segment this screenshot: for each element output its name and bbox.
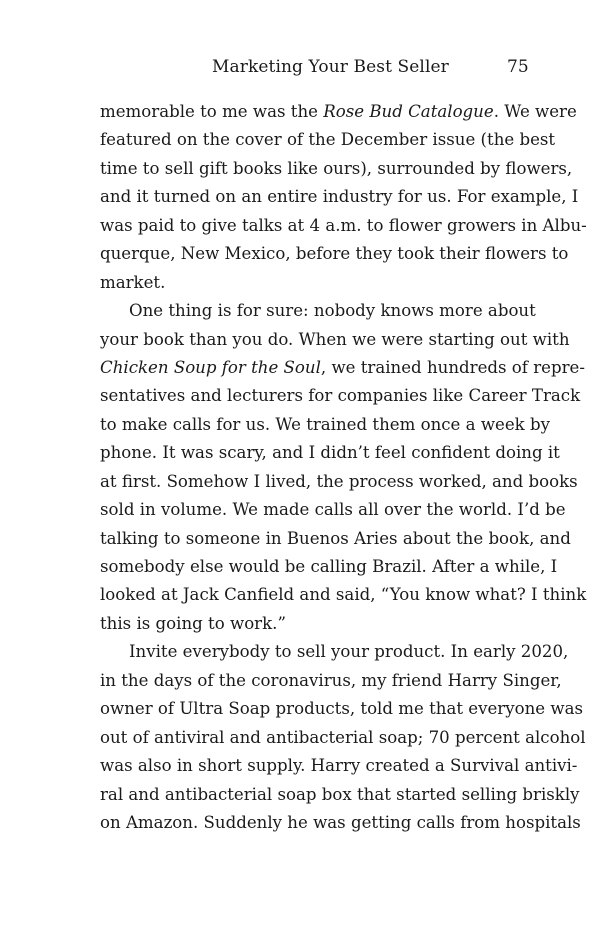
text-line (100, 183, 579, 211)
text-line (100, 496, 566, 524)
text-line (100, 809, 581, 837)
running-header-title: Marketing Your Best Seller (212, 57, 449, 77)
text-line (100, 155, 573, 183)
text-line (100, 752, 578, 780)
page-number: 75 (507, 57, 529, 77)
text-line (100, 98, 577, 126)
text-line (100, 382, 581, 410)
text-line (100, 269, 529, 297)
text-line (100, 667, 562, 695)
text-line-content: market. (100, 272, 166, 292)
body-text (100, 98, 587, 837)
text-line (100, 297, 536, 325)
text-line (100, 411, 550, 439)
text-line-content: was paid to give talks at 4 a.m. to flower growers in Albu- (100, 215, 587, 235)
text-line (100, 724, 586, 752)
text-line-content: somebody else would be calling Brazil. After a while, I (100, 557, 558, 576)
text-line (100, 354, 585, 382)
text-line (100, 610, 529, 638)
text-line (100, 695, 583, 723)
text-line-content: and it turned on an entire industry for us. For example, I (100, 187, 579, 207)
text-line (100, 240, 569, 268)
text-line (100, 326, 570, 354)
text-fragment: . We were (493, 102, 577, 121)
italic-title-text: Chicken Soup for the Soul (100, 357, 321, 377)
text-line-content: in the days of the coronavirus, my friend Harry Singer, (100, 670, 562, 690)
text-line-content: One thing is for sure: nobody knows more about (129, 301, 536, 321)
text-fragment: memorable to me was the (100, 102, 324, 121)
text-line-content: looked at Jack Canfield and said, “You know what? I think (100, 585, 587, 605)
text-line-content: was also in short supply. Harry created a Survival antivi- (100, 756, 578, 776)
text-line-content: time to sell gift books like ours), surrounded by flowers, (100, 158, 573, 178)
text-line-content: ral and antibacterial soap box that started selling briskly (100, 784, 580, 804)
text-line (100, 212, 587, 240)
text-line-content (100, 354, 585, 382)
text-line-content: phone. It was scary, and I didn’t feel confident doing it (100, 443, 560, 463)
text-line-content: talking to someone in Buenos Aries about the book, and (100, 528, 571, 548)
text-line (100, 638, 569, 666)
text-line (100, 581, 587, 609)
text-line-content (100, 98, 577, 126)
text-line-content: sentatives and lecturers for companies like Career Track (100, 386, 581, 406)
text-fragment: , we trained hundreds of repre- (320, 357, 585, 377)
text-line (100, 781, 580, 809)
text-line (100, 126, 556, 154)
text-line-content: on Amazon. Suddenly he was getting calls from hospitals (100, 812, 581, 832)
text-line (100, 468, 578, 496)
text-line-content: out of antiviral and antibacterial soap; 70 percent alcohol (100, 727, 586, 747)
text-line (100, 553, 558, 581)
text-line-content: sold in volume. We made calls all over the world. I’d be (100, 500, 566, 520)
text-line-content: owner of Ultra Soap products, told me that everyone was (100, 699, 583, 719)
text-line-content: this is going to work.” (100, 613, 286, 633)
text-line-content: your book than you do. When we were starting out with (100, 329, 570, 349)
text-line-content: querque, New Mexico, before they took their flowers to (100, 244, 569, 264)
text-line (100, 439, 560, 467)
text-line-content: at first. Somehow I lived, the process worked, and books (100, 471, 578, 491)
text-line-content: to make calls for us. We trained them once a week by (100, 414, 550, 434)
text-line-content: Invite everybody to sell your product. In early 2020, (129, 642, 569, 662)
text-line (100, 525, 571, 553)
text-line-content: featured on the cover of the December issue (the best (100, 130, 556, 150)
italic-title-text: Rose Bud Catalogue (323, 102, 494, 121)
